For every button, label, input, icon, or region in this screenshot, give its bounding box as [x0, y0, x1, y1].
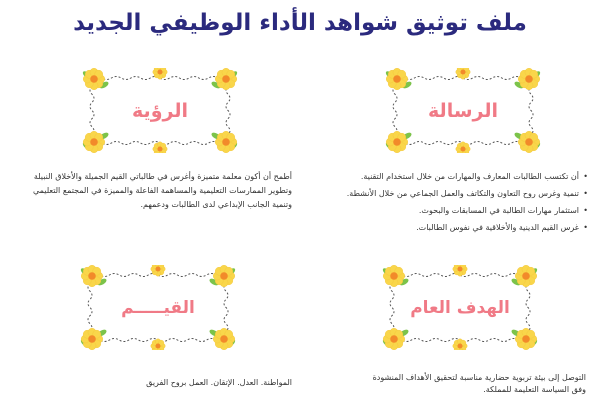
goal-label: الهدف العام [410, 297, 510, 318]
values-label: القيـــــم [121, 297, 195, 318]
page-title: ملف توثيق شواهد الأداء الوظيفي الجديد [73, 10, 527, 36]
mission-bullet-list [318, 170, 588, 235]
values-frame [78, 265, 238, 350]
mission-label: الرسالة [428, 99, 498, 122]
list-item: • أن تكتسب الطالبات المعارف والمهارات من خلال استخدام التقنية. [318, 170, 579, 184]
goal-text: التوصل إلى بيئة تربوية حضارية مناسبة لتحقيق الأهداف المنشودة وفق السياسة التعليمة للمملكة. [372, 373, 586, 394]
vision-frame [80, 68, 240, 153]
goal-frame [380, 265, 540, 350]
values-text: المواطنة. العدل. الإتقان. العمل بروح الفريق [146, 378, 292, 387]
vision-text: أطمح أن أكون معلمة متميزة وأغرس في طالباتي القيم الجميلة والأخلاق النبيلة وتطوير الممارسات التعليمية والمساهمة الفاعلة والمميزة في المجتمع التعليمي وتنمية الجانب الإبداعي لدى الطالبات ودعمهم. [32, 172, 292, 209]
vision-label: الرؤية [132, 99, 188, 122]
list-item: • تنمية وغرس روح التعاون والتكاتف والعمل الجماعي من خلال الأنشطة. [318, 187, 579, 201]
list-item: • غرس القيم الدينية والأخلاقية في نفوس الطالبات. [318, 221, 579, 235]
mission-text [318, 170, 588, 238]
list-item: • استثمار مهارات الطالبة في المسابقات والبحوث. [318, 204, 579, 218]
mission-frame [383, 68, 543, 153]
